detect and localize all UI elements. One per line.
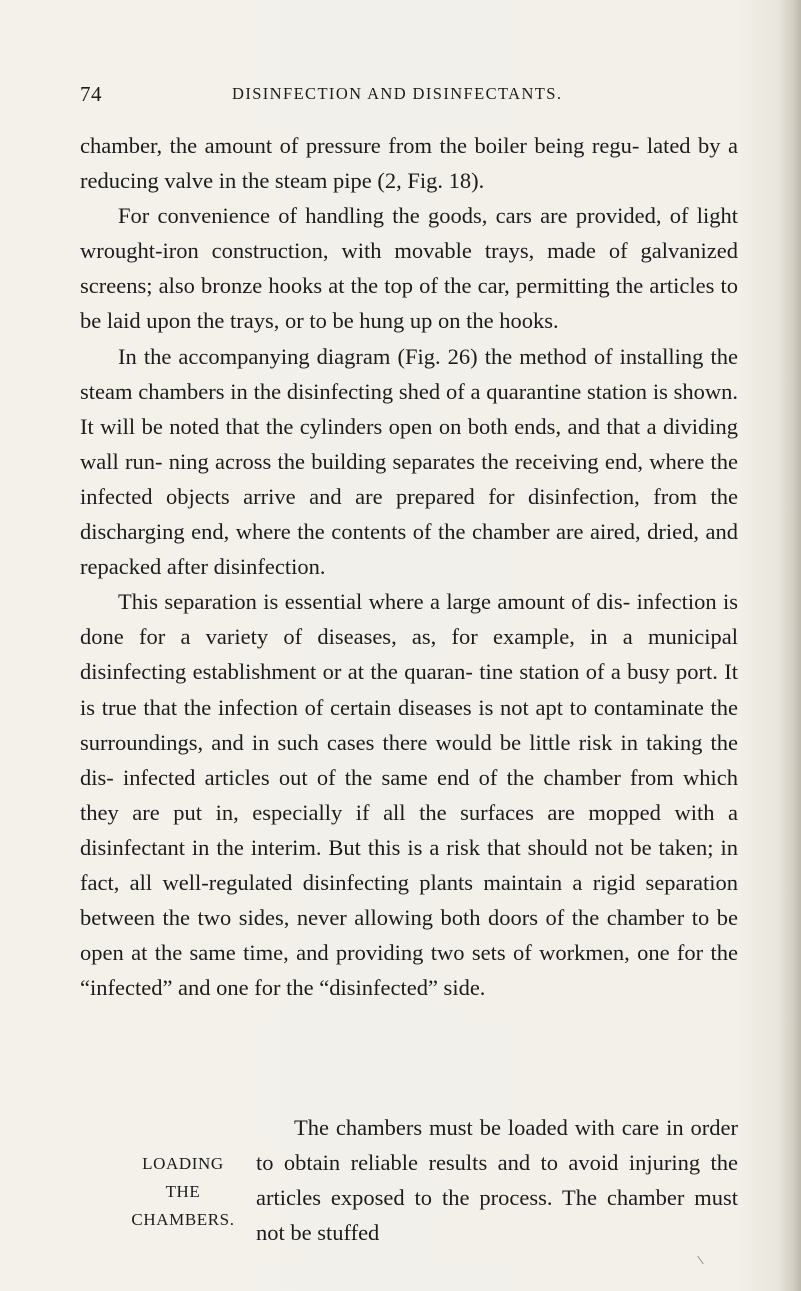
page-number: 74: [80, 82, 102, 106]
loading-section-text: [256, 1110, 738, 1250]
marginal-note-line: LOADING: [142, 1154, 224, 1173]
running-head: DISINFECTION AND DISINFECTANTS.: [232, 84, 563, 103]
paragraph-separation: This separation is essential where a large amount of dis- infection is done for a variety of diseases, as, for example, in a municipal disinfecting establishment or at the quaran- tine station of a busy port. It is true that the infection of certain diseases is not apt to contaminate the surroundings, and in such cases there would be little risk in taking the dis- infected articles out of the same end of the chamber from which they are put in, especially if all the surfaces are mopped with a disinfectant in the interim. But this is a risk that should not be taken; in fact, all well-regulated disinfecting plants maintain a rigid separation between the two sides, never allowing both doors of the chamber to be open at the same time, and providing two sets of workmen, one for the “infected” and one for the “disinfected” side.: [80, 589, 738, 1001]
paragraph-cars: For convenience of handling the goods, cars are provided, of light wrought-iron construction, with movable trays, made of galvanized screens; also bronze hooks at the top of the car, permitting the articles to be laid upon the trays, or to be hung up on the hooks.: [80, 203, 738, 334]
paper-speck: [697, 1256, 704, 1265]
page-edge-shadow: [779, 0, 801, 1291]
paragraph-continued: chamber, the amount of pressure from the boiler being regu- lated by a reducing valve in the steam pipe (2, Fig. 18).: [80, 133, 738, 194]
paragraph-loading: The chambers must be loaded with care in order to obtain reliable results and to avoid injuring the articles exposed to the process. The chamber must not be stuffed: [256, 1115, 738, 1246]
marginal-note: [118, 1150, 248, 1234]
body-text: [80, 128, 738, 1005]
paragraph-diagram: In the accompanying diagram (Fig. 26) the method of installing the steam chambers in the disinfecting shed of a quarantine station is shown. It will be noted that the cylinders open on both ends, and that a dividing wall run- ning across the building separates the receiving end, where the infected objects arrive and are prepared for disinfection, from the discharging end, where the contents of the chamber are aired, dried, and repacked after disinfection.: [80, 343, 738, 580]
marginal-note-line: CHAMBERS.: [131, 1210, 235, 1229]
marginal-note-line: THE: [165, 1182, 201, 1201]
